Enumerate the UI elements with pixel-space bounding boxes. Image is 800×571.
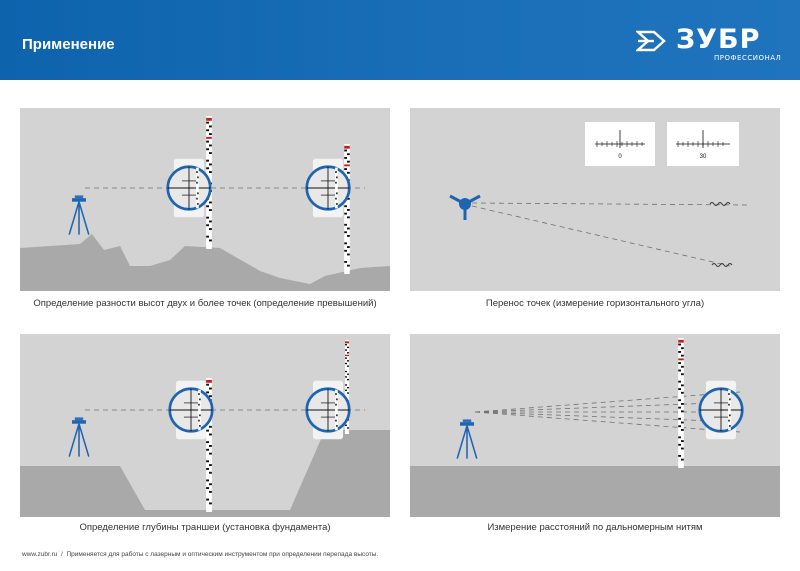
illustration-distance-measurement [410, 334, 780, 517]
footer-text: Применяется для работы с лазерным и оптическим инструментом при определении перепада высоты. [66, 551, 379, 558]
caption-height-difference: Определение разности высот двух и более точек (определение превышений) [33, 298, 377, 309]
caption-distance-measurement: Измерение расстояний по дальномерным нитям [487, 522, 703, 533]
telescope-view-icon [307, 159, 350, 217]
brand-name: ЗУБР [676, 24, 761, 55]
scale-label: 30 [699, 154, 707, 160]
brand-logo [636, 26, 782, 66]
panel-distance-measurement [410, 334, 780, 517]
illustration-point-transfer [410, 108, 780, 291]
telescope-view-icon [168, 159, 211, 217]
caption-point-transfer: Перенос точек (измерение горизонтального угла) [485, 298, 705, 309]
panel-point-transfer [410, 108, 780, 291]
footer-site-link[interactable]: www.zubr.ru [22, 551, 58, 558]
caption-trench-depth: Определение глубины траншеи (установка фундамента) [79, 522, 331, 533]
page-title: Применение [22, 36, 115, 53]
level-staff-icon [678, 338, 684, 468]
telescope-view-icon [307, 381, 350, 439]
telescope-view-icon [170, 381, 213, 439]
panel-height-difference [20, 108, 390, 291]
illustration-height-difference [20, 108, 390, 291]
brand-arrow-icon [636, 28, 672, 54]
brand-tagline: ПРОФЕССИОНАЛ [714, 54, 782, 62]
footer-separator: / [61, 551, 63, 558]
header-banner [0, 0, 800, 80]
illustration-trench-depth [20, 334, 390, 517]
telescope-view-icon [700, 381, 743, 439]
panel-trench-depth [20, 334, 390, 517]
scale-label: 0 [618, 154, 622, 160]
footer-note [22, 551, 378, 558]
level-staff-icon [344, 144, 350, 274]
